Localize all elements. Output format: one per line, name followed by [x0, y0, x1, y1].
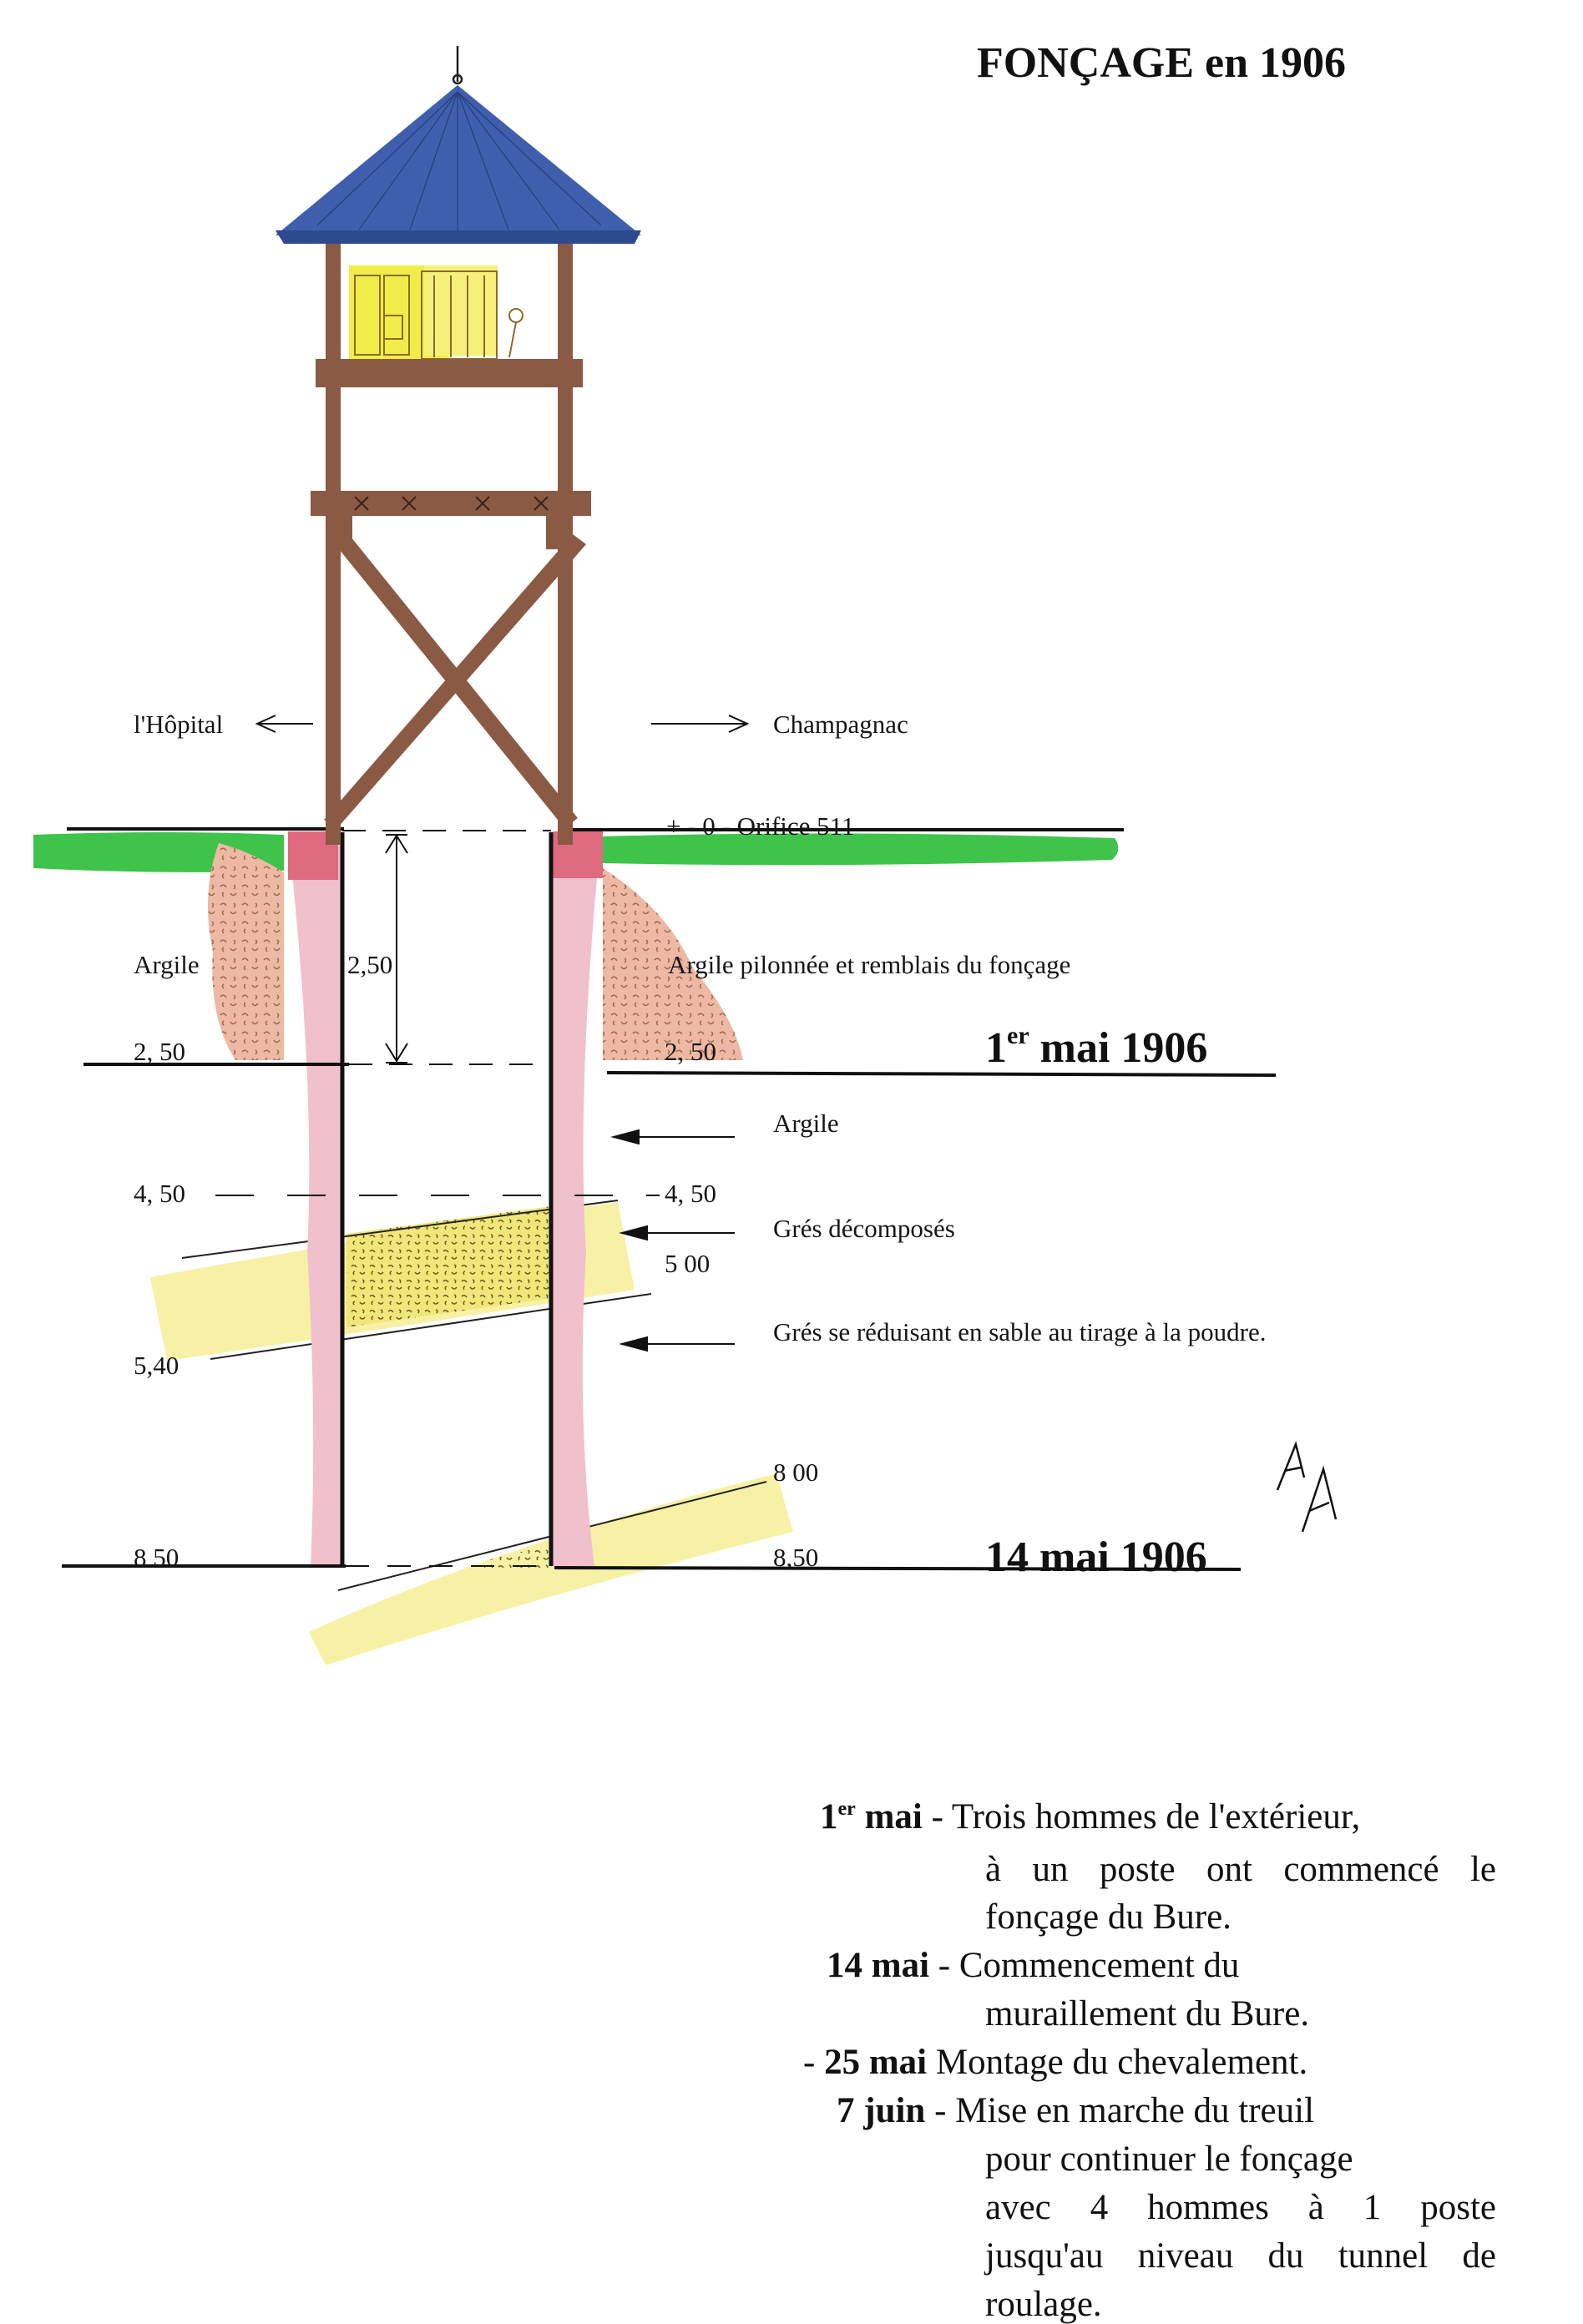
note-25-mai: - 25 mai Montage du chevalement. — [803, 2043, 1308, 2082]
note-7-juin: 7 juin - Mise en marche du treuil — [837, 2091, 1315, 2130]
surface-orifice-label: + - 0 - Orifice 511 — [666, 811, 855, 841]
headframe — [276, 46, 641, 845]
note-14-mai: 14 mai - Commencement du — [827, 1946, 1240, 1985]
shaft — [288, 831, 603, 1566]
direction-left-label: l'Hôpital — [134, 710, 224, 739]
note-1-mai-line2: à un poste ont commencé le — [985, 1850, 1496, 1889]
soil-left-label: Argile — [134, 950, 200, 979]
stratum-pointers — [614, 1130, 735, 1351]
depth-right-4-50: 4, 50 — [665, 1179, 716, 1208]
note-7-juin-line3: avec 4 hommes à 1 poste — [985, 2188, 1496, 2227]
soil-right-label: Argile pilonnée et remblais du fonçage — [668, 950, 1071, 979]
depth-left-4-50: 4, 50 — [134, 1179, 185, 1208]
note-1-mai-line3: fonçage du Bure. — [985, 1897, 1232, 1937]
milestone-1-mai-1906: 1er mai 1906 — [985, 1022, 1208, 1072]
stratum-gres-sable-label: Grés se réduisant en sable au tirage à la poudre. — [773, 1317, 1267, 1346]
note-1-mai: 1er mai - Trois hommes de l'extérieur, — [820, 1797, 1361, 1836]
note-7-juin-line4: jusqu'au niveau du tunnel de — [985, 2236, 1496, 2276]
diagram-title: FONÇAGE en 1906 — [977, 39, 1346, 87]
note-7-juin-line2: pour continuer le fonçage — [985, 2140, 1353, 2179]
dimension-label: 2,50 — [347, 950, 393, 979]
depth-left-5-40: 5,40 — [134, 1351, 180, 1380]
milestone-14-mai-1906: 14 mai 1906 — [985, 1533, 1207, 1581]
depth-left-8-50: 8 50 — [134, 1543, 180, 1572]
direction-right-label: Champagnac — [773, 710, 908, 739]
note-7-juin-line5: roulage. — [985, 2285, 1102, 2324]
depth-right-2-50: 2, 50 — [665, 1037, 716, 1066]
depth-left-2-50: 2, 50 — [134, 1037, 185, 1066]
depth-right-5-00: 5 00 — [665, 1249, 711, 1278]
depth-right-8-50: 8,50 — [773, 1543, 819, 1572]
note-14-mai-line2: muraillement du Bure. — [985, 1994, 1310, 2034]
dimension-arrow — [386, 835, 407, 1063]
depth-right-8-00: 8 00 — [773, 1458, 819, 1487]
stratum-gres-decomposes-label: Grés décomposés — [773, 1214, 955, 1243]
author-initials — [1277, 1444, 1336, 1532]
stratum-argile-label: Argile — [773, 1109, 839, 1138]
